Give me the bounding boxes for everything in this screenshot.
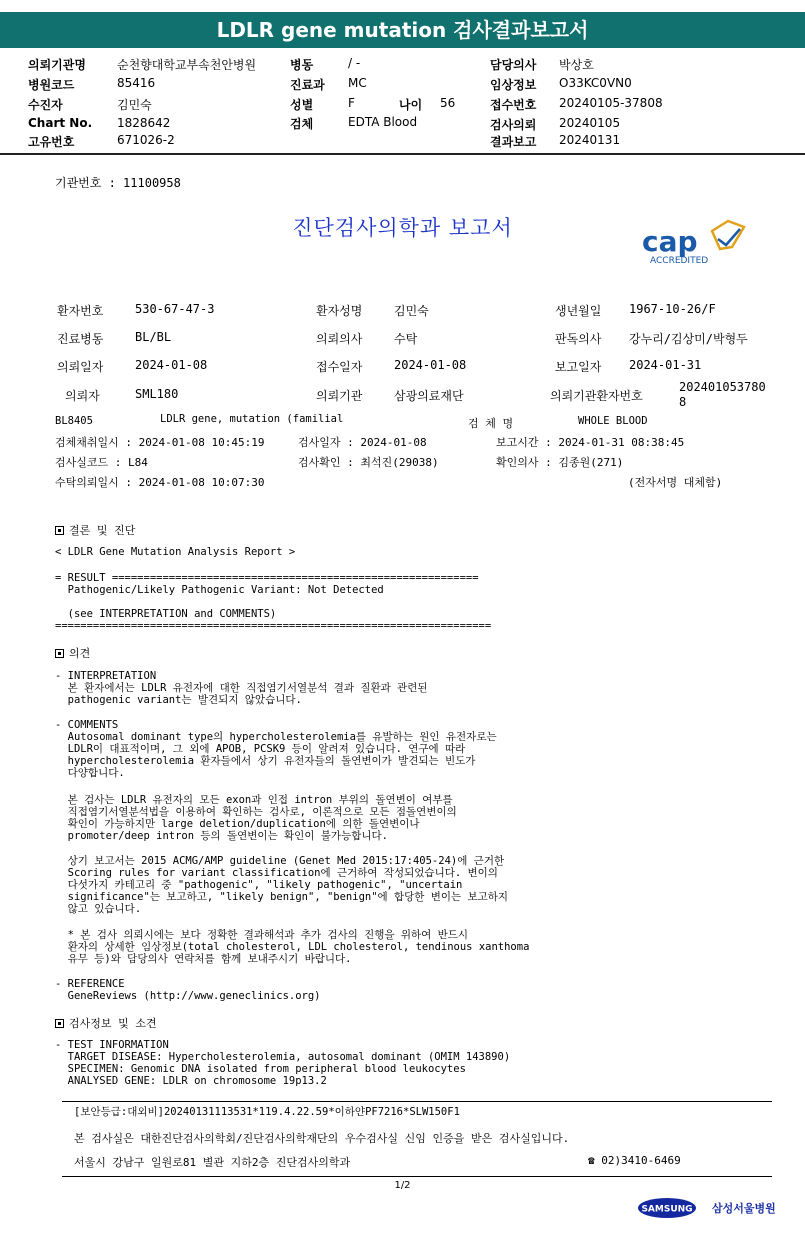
lab-code: 검사실코드 : L84	[55, 456, 148, 469]
lab-address: 서울시 강남구 일원로81 별관 지하2층 진단검사의학과	[74, 1156, 351, 1169]
exam-confirm: 검사확인 : 최석진(29038)	[298, 456, 439, 469]
result-text: Pathogenic/Likely Pathogenic Variant: Not Detected	[55, 584, 384, 596]
reference: - REFERENCE GeneReviews (http://www.geneclinics.org)	[55, 978, 321, 1002]
pt-value: 2024-01-08	[135, 358, 208, 372]
pt-label: 의뢰일자	[57, 360, 104, 374]
interpretation: - INTERPRETATION 본 환자에서는 LDLR 유전자에 대한 직접염기서열분석 결과 질환과 관련된 pathogenic variant는 발견되지 않았습니다.	[55, 670, 428, 706]
institution-number: 기관번호 : 11100958	[55, 176, 181, 190]
samsung-hospital-logo	[637, 1196, 777, 1220]
hdr-label: 의뢰기관명	[28, 58, 86, 72]
lab-phone: ☎ 02)3410-6469	[588, 1154, 681, 1167]
hdr-value: 20240105-37808	[559, 96, 663, 110]
pt-label: 판독의사	[555, 332, 602, 346]
hdr-value: / -	[348, 56, 361, 70]
hdr-label: 접수번호	[490, 98, 537, 112]
pt-label: 환자번호	[57, 304, 104, 318]
hdr-value: MC	[348, 76, 367, 90]
footer-rule-top	[62, 1101, 772, 1102]
hdr-label: 결과보고	[490, 135, 537, 149]
result-see: (see INTERPRETATION and COMMENTS)	[55, 608, 277, 620]
hdr-label: 검사의뢰	[490, 118, 537, 132]
pt-label: 환자성명	[316, 304, 363, 318]
report-title: 진단검사의학과 보고서	[292, 216, 513, 240]
cap-logo-sub: ACCREDITED	[650, 256, 709, 266]
pt-label: 보고일자	[555, 360, 602, 374]
brand-kr: 삼성서울병원	[712, 1202, 776, 1215]
test-name: LDLR gene, mutation (familial	[160, 413, 344, 425]
result-header: = RESULT ==========================================================	[55, 572, 479, 584]
report-title-bar: LDLR gene mutation 검사결과보고서	[0, 12, 805, 48]
test-information: - TEST INFORMATION TARGET DISEASE: Hypercholesterolemia, autosomal dominant (OMIM 143890) SPECIMEN: Genomic DNA isolated from peripheral blood leukocytes ANALYSED GENE: LDLR on chromosome 19p13.2	[55, 1039, 511, 1087]
comments-3: 상기 보고서는 2015 ACMG/AMP guideline (Genet Med 2015:17:405-24)에 근거한 Scoring rules for variant classification에 근거하여 작성되었습니다. 변이의 다섯가지 카테고리 중 "pathogenic", "likely pathogenic", "uncertain significance"는 보고하고, "likely benign", "benign"에 합당한 변이는 보고하지 않고 있습니다.	[67, 855, 509, 915]
pt-value: 1967-10-26/F	[629, 302, 716, 316]
comments-2: 본 검사는 LDLR 유전자의 모든 exon과 인접 intron 부위의 돌연변이 여부를 직접염기서열분석법을 이용하여 확인하는 검사로, 이론적으로 모든 점돌연변이의 확인이 가능하지만 large deletion/duplication에 의한 돌연변이나 promoter/deep intron 등의 돌연변이는 확인이 불가능합니다.	[67, 794, 457, 842]
section-marker-icon	[55, 649, 64, 658]
pt-value: 202401053780	[679, 380, 766, 394]
hdr-age-value: 56	[440, 96, 456, 110]
section-marker-icon	[55, 526, 64, 535]
section-title: 결론 및 진단	[69, 524, 136, 537]
security-line: [보안등급:대외비]20240131113531*119.4.22.59*이하얀PF7216*SLW150F1	[74, 1106, 460, 1118]
pt-label: 의뢰자	[65, 389, 100, 403]
pt-value: 2024-01-31	[629, 358, 702, 372]
hdr-label: 수진자	[28, 98, 63, 112]
hdr-label: 검체	[290, 117, 314, 131]
pt-value: 삼광의료재단	[394, 389, 464, 403]
hdr-value: O33KC0VN0	[559, 76, 632, 90]
hdr-value: 20240105	[559, 116, 621, 130]
e-signature-note: (전자서명 대체함)	[628, 476, 723, 489]
analysis-title: < LDLR Gene Mutation Analysis Report >	[55, 546, 296, 558]
brand-en: SAMSUNG	[641, 1204, 693, 1215]
hdr-label: 담당의사	[490, 58, 537, 72]
section-test-info	[55, 1015, 157, 1031]
header-divider	[0, 153, 805, 155]
hdr-age-label: 나이	[399, 98, 423, 112]
footer-rule-bottom	[62, 1176, 772, 1177]
hdr-label: 병원코드	[28, 78, 75, 92]
hdr-value: 순천향대학교부속천안병원	[117, 58, 257, 72]
section-title: 의견	[69, 647, 91, 660]
hdr-label: 진료과	[290, 78, 325, 92]
pt-value: 수탁	[394, 332, 418, 346]
hdr-value: 85416	[117, 76, 156, 90]
pt-label: 생년월일	[555, 304, 602, 318]
pt-value: 김민숙	[394, 304, 429, 318]
cap-accredited-logo	[640, 219, 750, 267]
certification: 본 검사실은 대한진단검사의학회/진단검사의학재단의 우수검사실 신임 인증을 받은 검사실입니다.	[74, 1132, 570, 1145]
confirm-doctor: 확인의사 : 김종원(271)	[496, 456, 624, 469]
pt-label: 진료병동	[57, 332, 104, 346]
section-marker-icon	[55, 1019, 64, 1028]
hdr-label: Chart No.	[28, 116, 93, 130]
specimen-value: WHOLE BLOOD	[578, 415, 648, 427]
comments-4: * 본 검사 의뢰시에는 보다 정확한 결과해석과 추가 검사의 진행을 위하여 반드시 환자의 상세한 임상정보(total cholesterol, LDL cholesterol, tendinous xanthoma 유무 등)와 담당의사 연락처를 함께 보내주시기 바랍니다.	[67, 929, 530, 965]
cap-logo-text: cap	[642, 225, 698, 258]
section-title: 검사정보 및 소견	[69, 1017, 157, 1030]
hdr-label: 성별	[290, 98, 314, 112]
specimen-label: 검 체 명	[468, 417, 514, 430]
page-number: 1/2	[394, 1180, 411, 1191]
pt-value: 강누리/김상미/박형두	[629, 332, 748, 346]
report-time: 보고시간 : 2024-01-31 08:38:45	[496, 436, 685, 449]
pt-value-cont: 8	[679, 395, 687, 409]
hdr-value: 20240131	[559, 133, 621, 147]
result-end: =====================================================================	[55, 620, 492, 632]
pt-label: 접수일자	[316, 360, 363, 374]
pt-value: SML180	[135, 387, 179, 401]
pt-label: 의뢰기관	[316, 389, 363, 403]
pt-label: 의뢰의사	[316, 332, 363, 346]
pt-value: 530-67-47-3	[135, 302, 215, 316]
pt-value: BL/BL	[135, 330, 172, 344]
hdr-value: EDTA Blood	[348, 115, 418, 129]
hdr-value: F	[348, 96, 355, 110]
section-conclusion	[55, 522, 135, 538]
comments-1: - COMMENTS Autosomal dominant type의 hypercholesterolemia를 유발하는 원인 유전자로는 LDLR이 대표적이며, 그 외에 APOB, PCSK9 등이 알려져 있습니다. 연구에 따라 hypercholesterolemia 환자들에서 상기 유전자들의 돌연변이가 발견되는 빈도가 다양합니다.	[55, 719, 497, 779]
hdr-value: 김민숙	[117, 98, 152, 112]
receive-time: 수탁의뢰일시 : 2024-01-08 10:07:30	[55, 476, 265, 489]
pt-value: 2024-01-08	[394, 358, 467, 372]
hdr-label: 고유번호	[28, 135, 75, 149]
hdr-value: 671026-2	[117, 133, 175, 147]
collect-time: 검체채취일시 : 2024-01-08 10:45:19	[55, 436, 265, 449]
pt-label: 의뢰기관환자번호	[550, 389, 643, 403]
hdr-value: 박상호	[559, 58, 594, 72]
test-code: BL8405	[55, 415, 93, 427]
exam-date: 검사일자 : 2024-01-08	[298, 436, 427, 449]
hdr-label: 병동	[290, 58, 314, 72]
hdr-label: 임상정보	[490, 78, 537, 92]
section-opinion	[55, 645, 90, 661]
hdr-value: 1828642	[117, 116, 171, 130]
